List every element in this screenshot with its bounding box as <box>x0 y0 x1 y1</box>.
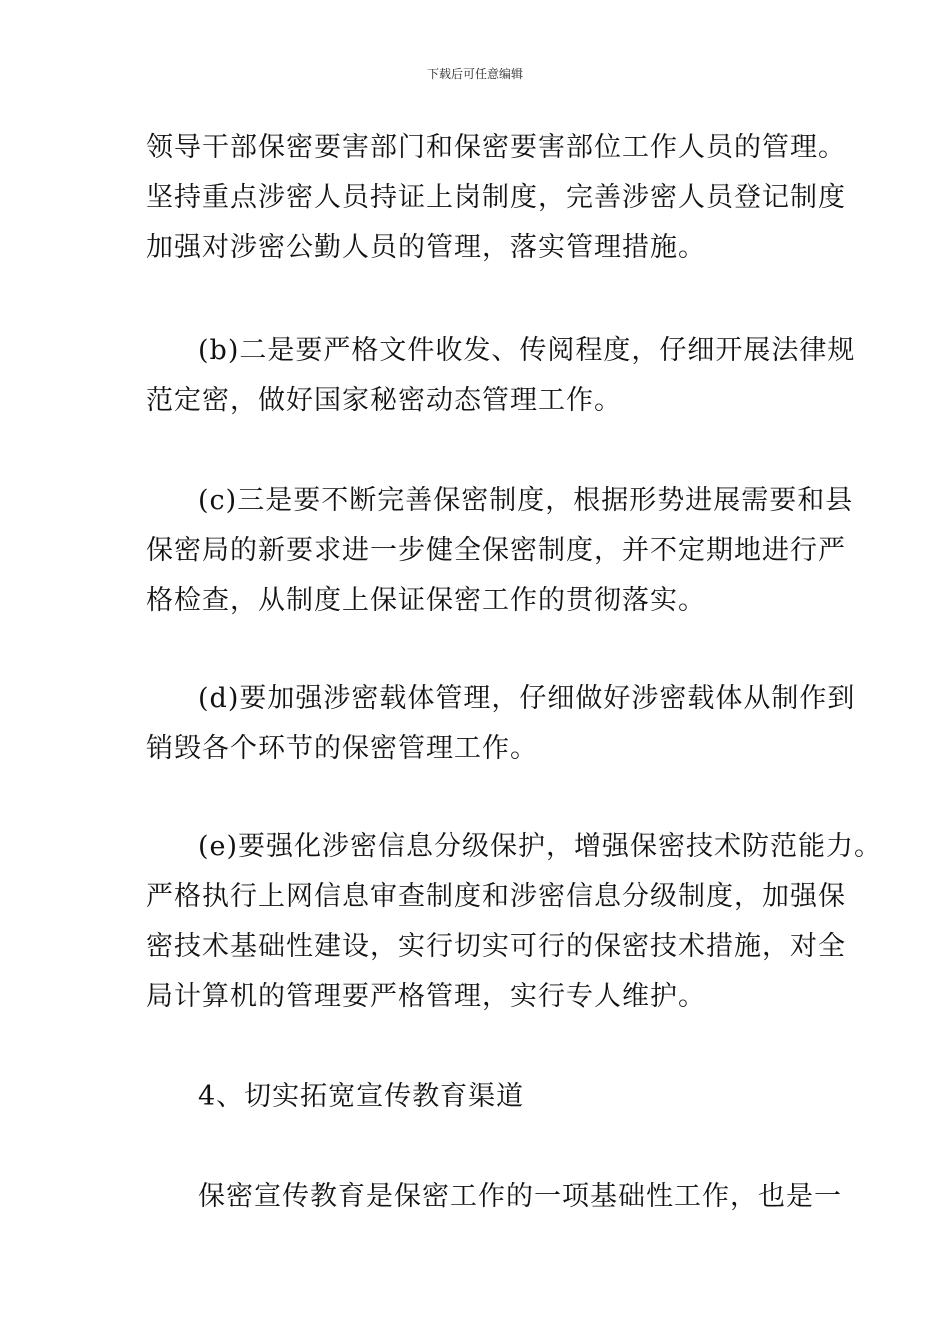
paragraph-line: 局计算机的管理要严格管理，实行专人维护。 <box>146 981 706 1012</box>
paragraph-line: (c)三是要不断完善保密制度，根据形势进展需要和县 <box>198 485 854 516</box>
paragraph-line: 保密宣传教育是保密工作的一项基础性工作，也是一 <box>198 1181 842 1212</box>
paragraph-line: (e)要强化涉密信息分级保护，增强保密技术防范能力。 <box>198 831 883 862</box>
paragraph-line: 坚持重点涉密人员持证上岗制度，完善涉密人员登记制度 <box>146 182 846 213</box>
page-header: 下载后可任意编辑 <box>426 67 523 81</box>
paragraph-line: 格检查，从制度上保证保密工作的贯彻落实。 <box>146 585 706 616</box>
paragraph-line: (d)要加强涉密载体管理，仔细做好涉密载体从制作到 <box>198 683 856 714</box>
paragraph-line: 加强对涉密公勤人员的管理，落实管理措施。 <box>146 232 706 263</box>
paragraph-line: 范定密，做好国家秘密动态管理工作。 <box>146 385 622 416</box>
paragraph-line: (b)二是要严格文件收发、传阅程度，仔细开展法律规 <box>198 335 856 366</box>
paragraph-line: 严格执行上网信息审查制度和涉密信息分级制度，加强保 <box>146 881 846 912</box>
paragraph-line: 密技术基础性建设，实行切实可行的保密技术措施，对全 <box>146 931 846 962</box>
paragraph-line: 销毁各个环节的保密管理工作。 <box>146 733 538 764</box>
paragraph-line: 领导干部保密要害部门和保密要害部位工作人员的管理。 <box>146 132 846 163</box>
section-heading: 4、切实拓宽宣传教育渠道 <box>198 1081 525 1112</box>
paragraph-line: 保密局的新要求进一步健全保密制度，并不定期地进行严 <box>146 535 846 566</box>
